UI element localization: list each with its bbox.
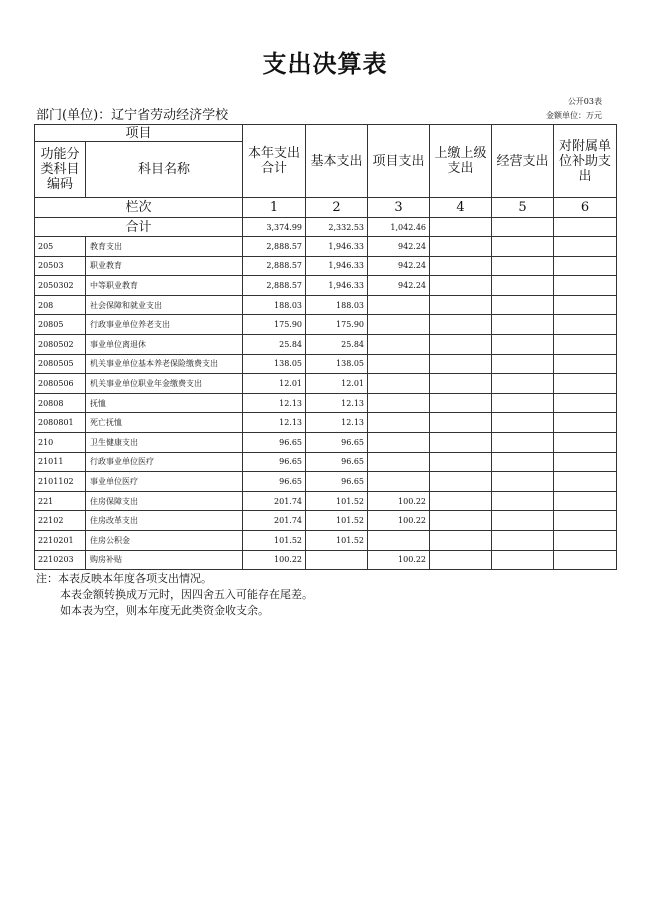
- basic-cell: 1,946.33: [306, 276, 368, 296]
- table-row: [35, 276, 617, 296]
- subject-name-cell: 事业单位医疗: [86, 472, 243, 492]
- total-cell: 3,374.99: [243, 218, 306, 237]
- subject-name-cell: 住房改革支出: [86, 511, 243, 531]
- total-cell: 12.13: [243, 413, 306, 433]
- project-cell: [368, 393, 430, 413]
- business-cell: [492, 511, 554, 531]
- upper-cell: [430, 276, 492, 296]
- total-cell: 2,888.57: [243, 256, 306, 276]
- upper-cell: [430, 432, 492, 452]
- subsidy-cell: [554, 491, 617, 511]
- header-func-code: 功能分类科目编码: [35, 142, 86, 198]
- upper-cell: [430, 334, 492, 354]
- subject-name-cell: 机关事业单位职业年金缴费支出: [86, 374, 243, 394]
- col-number: 1: [243, 198, 306, 218]
- upper-cell: [430, 550, 492, 570]
- header-total: 本年支出合计: [243, 125, 306, 198]
- upper-cell: [430, 237, 492, 257]
- col-number: 6: [554, 198, 617, 218]
- business-cell: [492, 393, 554, 413]
- table-row: [35, 413, 617, 433]
- business-cell: [492, 374, 554, 394]
- subsidy-cell: [554, 237, 617, 257]
- project-cell: 942.24: [368, 256, 430, 276]
- project-cell: [368, 472, 430, 492]
- subsidy-cell: [554, 315, 617, 335]
- header-upper: 上缴上级支出: [430, 125, 492, 198]
- col-number: 3: [368, 198, 430, 218]
- basic-cell: 101.52: [306, 530, 368, 550]
- total-cell: 201.74: [243, 511, 306, 531]
- basic-cell: 12.01: [306, 374, 368, 394]
- business-cell: [492, 354, 554, 374]
- notes: [36, 571, 313, 619]
- project-cell: [368, 413, 430, 433]
- project-cell: [368, 374, 430, 394]
- business-cell: [492, 256, 554, 276]
- upper-cell: [430, 472, 492, 492]
- total-cell: 12.13: [243, 393, 306, 413]
- table-row: [35, 295, 617, 315]
- header-project: 项目支出: [368, 125, 430, 198]
- subject-name-cell: 中等职业教育: [86, 276, 243, 296]
- basic-cell: 188.03: [306, 295, 368, 315]
- business-cell: [492, 432, 554, 452]
- basic-cell: 12.13: [306, 393, 368, 413]
- basic-cell: 138.05: [306, 354, 368, 374]
- total-cell: 138.05: [243, 354, 306, 374]
- page-title: 支出决算表: [262, 50, 388, 78]
- project-cell: [368, 315, 430, 335]
- total-label: 合计: [35, 218, 243, 237]
- subject-name-cell: 卫生健康支出: [86, 432, 243, 452]
- table-row: [35, 472, 617, 492]
- col-number: 2: [306, 198, 368, 218]
- basic-cell: 96.65: [306, 452, 368, 472]
- col-number-label: 栏次: [35, 198, 243, 218]
- note-line: 如本表为空，则本年度无此类资金收支余。: [60, 604, 269, 617]
- upper-cell: [430, 315, 492, 335]
- col-number: 4: [430, 198, 492, 218]
- table-row: [35, 452, 617, 472]
- subject-code-cell: 221: [35, 491, 86, 511]
- project-cell: 100.22: [368, 550, 430, 570]
- subsidy-cell: [554, 432, 617, 452]
- upper-cell: [430, 218, 492, 237]
- business-cell: [492, 472, 554, 492]
- project-cell: 942.24: [368, 276, 430, 296]
- basic-cell: 96.65: [306, 432, 368, 452]
- subsidy-cell: [554, 413, 617, 433]
- total-cell: 100.22: [243, 550, 306, 570]
- subject-name-cell: 社会保障和就业支出: [86, 295, 243, 315]
- total-cell: 175.90: [243, 315, 306, 335]
- subsidy-cell: [554, 354, 617, 374]
- header-basic: 基本支出: [306, 125, 368, 198]
- basic-cell: 2,332.53: [306, 218, 368, 237]
- upper-cell: [430, 354, 492, 374]
- business-cell: [492, 237, 554, 257]
- subject-name-cell: 教育支出: [86, 237, 243, 257]
- subject-code-cell: 210: [35, 432, 86, 452]
- table-row: [35, 393, 617, 413]
- subsidy-cell: [554, 530, 617, 550]
- project-cell: 1,042.46: [368, 218, 430, 237]
- business-cell: [492, 295, 554, 315]
- total-row: [35, 218, 617, 237]
- basic-cell: 1,946.33: [306, 237, 368, 257]
- business-cell: [492, 413, 554, 433]
- subject-code-cell: 2080502: [35, 334, 86, 354]
- table-row: [35, 491, 617, 511]
- subsidy-cell: [554, 256, 617, 276]
- project-cell: [368, 432, 430, 452]
- header-business: 经营支出: [492, 125, 554, 198]
- subject-name-cell: 职业教育: [86, 256, 243, 276]
- business-cell: [492, 550, 554, 570]
- subject-code-cell: 2080505: [35, 354, 86, 374]
- header-subsidy: 对附属单位补助支出: [554, 125, 617, 198]
- total-cell: 2,888.57: [243, 276, 306, 296]
- subject-code-cell: 2210203: [35, 550, 86, 570]
- subsidy-cell: [554, 276, 617, 296]
- total-cell: 188.03: [243, 295, 306, 315]
- upper-cell: [430, 295, 492, 315]
- table-row: [35, 334, 617, 354]
- total-cell: 101.52: [243, 530, 306, 550]
- subject-name-cell: 住房保障支出: [86, 491, 243, 511]
- total-cell: 96.65: [243, 472, 306, 492]
- basic-cell: 175.90: [306, 315, 368, 335]
- subsidy-cell: [554, 472, 617, 492]
- upper-cell: [430, 256, 492, 276]
- subject-name-cell: 抚恤: [86, 393, 243, 413]
- business-cell: [492, 334, 554, 354]
- project-cell: [368, 295, 430, 315]
- subsidy-cell: [554, 550, 617, 570]
- subject-code-cell: 22102: [35, 511, 86, 531]
- table-row: [35, 511, 617, 531]
- upper-cell: [430, 452, 492, 472]
- basic-cell: 12.13: [306, 413, 368, 433]
- subject-name-cell: 事业单位离退休: [86, 334, 243, 354]
- table-row: [35, 530, 617, 550]
- upper-cell: [430, 374, 492, 394]
- subject-code-cell: 21011: [35, 452, 86, 472]
- subject-name-cell: 行政事业单位医疗: [86, 452, 243, 472]
- subject-code-cell: 20503: [35, 256, 86, 276]
- subject-code-cell: 205: [35, 237, 86, 257]
- business-cell: [492, 530, 554, 550]
- basic-cell: 25.84: [306, 334, 368, 354]
- basic-cell: 101.52: [306, 491, 368, 511]
- total-cell: 12.01: [243, 374, 306, 394]
- table-row: [35, 432, 617, 452]
- basic-cell: [306, 550, 368, 570]
- department-label: 部门(单位)：辽宁省劳动经济学校: [36, 108, 229, 123]
- form-number: 公开03表: [567, 97, 602, 106]
- project-cell: 100.22: [368, 511, 430, 531]
- project-cell: [368, 530, 430, 550]
- table-row: [35, 315, 617, 335]
- business-cell: [492, 218, 554, 237]
- header-subject-name: 科目名称: [86, 142, 243, 198]
- upper-cell: [430, 511, 492, 531]
- subject-code-cell: 208: [35, 295, 86, 315]
- subject-code-cell: 20808: [35, 393, 86, 413]
- subject-code-cell: 2210201: [35, 530, 86, 550]
- subject-code-cell: 2080506: [35, 374, 86, 394]
- project-cell: [368, 334, 430, 354]
- total-cell: 96.65: [243, 432, 306, 452]
- business-cell: [492, 315, 554, 335]
- note-line: 注：本表反映本年度各项支出情况。: [36, 572, 212, 585]
- subsidy-cell: [554, 393, 617, 413]
- subject-name-cell: 死亡抚恤: [86, 413, 243, 433]
- basic-cell: 1,946.33: [306, 256, 368, 276]
- table-row: [35, 374, 617, 394]
- subject-name-cell: 购房补贴: [86, 550, 243, 570]
- business-cell: [492, 452, 554, 472]
- project-cell: 942.24: [368, 237, 430, 257]
- subject-name-cell: 机关事业单位基本养老保险缴费支出: [86, 354, 243, 374]
- expenditure-table: [34, 124, 617, 570]
- table-row: [35, 550, 617, 570]
- business-cell: [492, 276, 554, 296]
- project-cell: [368, 354, 430, 374]
- total-cell: 2,888.57: [243, 237, 306, 257]
- subsidy-cell: [554, 295, 617, 315]
- subject-code-cell: 2050302: [35, 276, 86, 296]
- subsidy-cell: [554, 334, 617, 354]
- note-line: 本表金额转换成万元时，因四舍五入可能存在尾差。: [60, 588, 313, 601]
- basic-cell: 96.65: [306, 472, 368, 492]
- upper-cell: [430, 530, 492, 550]
- table-row: [35, 256, 617, 276]
- table-row: [35, 354, 617, 374]
- subject-code-cell: 2080801: [35, 413, 86, 433]
- total-cell: 25.84: [243, 334, 306, 354]
- upper-cell: [430, 491, 492, 511]
- basic-cell: 101.52: [306, 511, 368, 531]
- subsidy-cell: [554, 511, 617, 531]
- total-cell: 96.65: [243, 452, 306, 472]
- project-cell: [368, 452, 430, 472]
- upper-cell: [430, 413, 492, 433]
- subject-name-cell: 住房公积金: [86, 530, 243, 550]
- subsidy-cell: [554, 452, 617, 472]
- subject-name-cell: 行政事业单位养老支出: [86, 315, 243, 335]
- total-cell: 201.74: [243, 491, 306, 511]
- project-cell: 100.22: [368, 491, 430, 511]
- business-cell: [492, 491, 554, 511]
- subject-code-cell: 20805: [35, 315, 86, 335]
- subsidy-cell: [554, 218, 617, 237]
- table-row: [35, 237, 617, 257]
- header-item: 项目: [35, 125, 243, 142]
- amount-unit: 金额单位：万元: [546, 111, 602, 120]
- upper-cell: [430, 393, 492, 413]
- subsidy-cell: [554, 374, 617, 394]
- col-number: 5: [492, 198, 554, 218]
- subject-code-cell: 2101102: [35, 472, 86, 492]
